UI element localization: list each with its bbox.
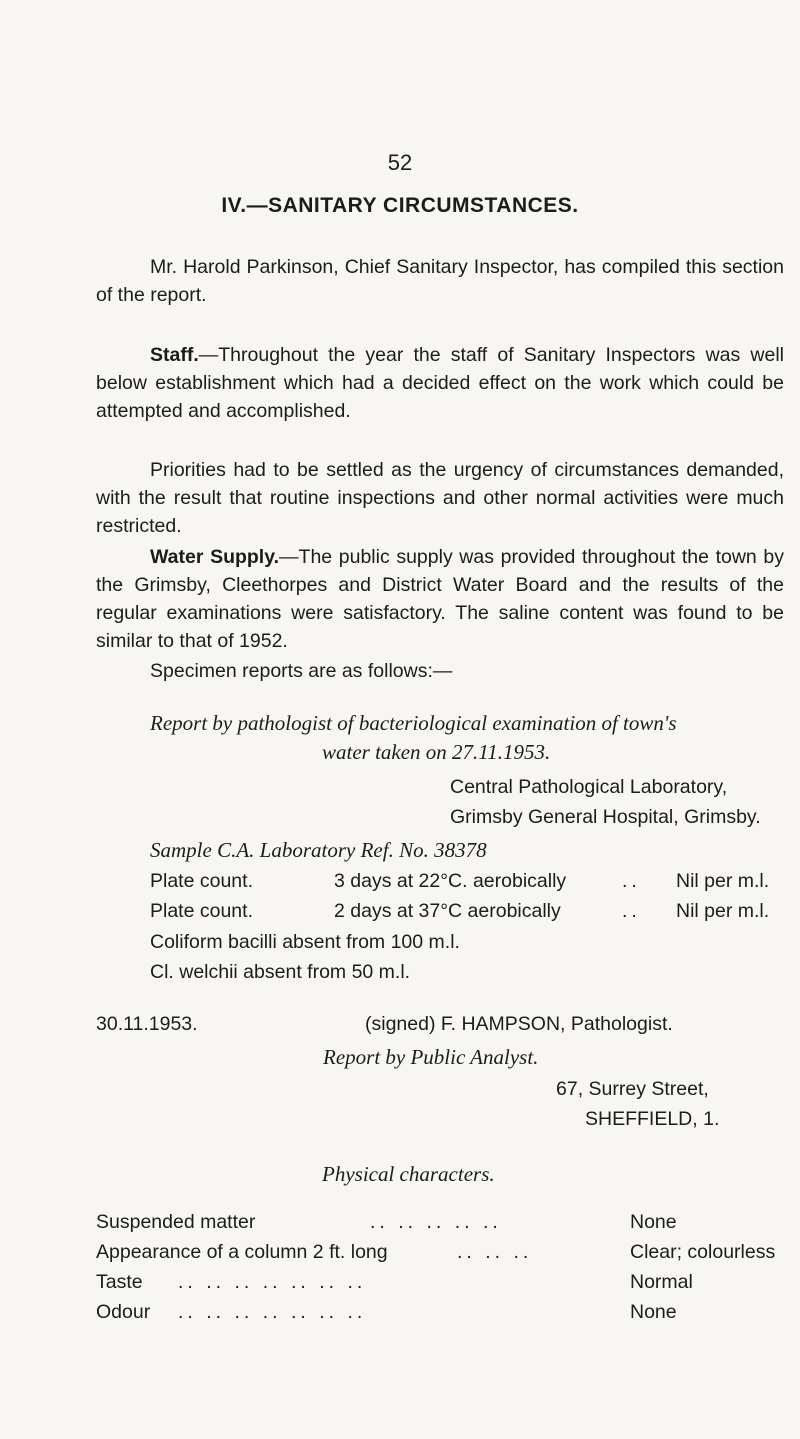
leader-dots: .. .. .. .. .. .. .. (178, 1271, 367, 1293)
lab-name: Central Pathological Laboratory, (450, 776, 728, 798)
leader-dots: .. .. .. .. .. (370, 1211, 502, 1233)
leader-dots: .. (622, 900, 641, 922)
specimen-intro: Specimen reports are as follows:— (150, 660, 453, 682)
bacteriological-report-title-line2: water taken on 27.11.1953. (322, 740, 551, 764)
leader-dots: .. (622, 870, 641, 892)
characteristic-value: None (630, 1301, 677, 1323)
result-row-value: Nil per m.l. (676, 900, 770, 922)
section-heading: IV.—SANITARY CIRCUMSTANCES. (221, 194, 579, 217)
water-supply-paragraph (96, 543, 784, 655)
characteristic-label: Appearance of a column 2 ft. long (96, 1241, 388, 1263)
result-row-detail: 3 days at 22°C. aerobically (334, 870, 567, 892)
analyst-address-line1: 67, Surrey Street, (556, 1078, 709, 1100)
physical-characters-title: Physical characters. (322, 1162, 495, 1186)
coliform-result: Coliform bacilli absent from 100 m.l. (150, 931, 460, 953)
page-number: 52 (387, 150, 413, 175)
characteristic-value: Normal (630, 1271, 693, 1293)
water-supply-label: Water Supply. (150, 546, 280, 568)
result-row-value: Nil per m.l. (676, 870, 770, 892)
characteristic-label: Taste (96, 1271, 143, 1293)
result-row-label: Plate count. (150, 870, 253, 892)
result-row-label: Plate count. (150, 900, 253, 922)
leader-dots: .. .. .. (457, 1241, 533, 1263)
analyst-report-title: Report by Public Analyst. (323, 1045, 539, 1069)
characteristic-label: Suspended matter (96, 1211, 256, 1233)
characteristic-value: Clear; colourless (630, 1241, 776, 1263)
lab-location: Grimsby General Hospital, Grimsby. (450, 806, 761, 828)
result-row-detail: 2 days at 37°C aerobically (334, 900, 561, 922)
characteristic-value: None (630, 1211, 677, 1233)
intro-paragraph: Mr. Harold Parkinson, Chief Sanitary Inspector, has compiled this section of the report. (96, 256, 784, 306)
sample-reference: Sample C.A. Laboratory Ref. No. 38378 (150, 838, 487, 862)
leader-dots: .. .. .. .. .. .. .. (178, 1301, 367, 1323)
signature-line: (signed) F. HAMPSON, Pathologist. (365, 1013, 673, 1035)
report-date: 30.11.1953. (96, 1013, 198, 1035)
welchii-result: Cl. welchii absent from 50 m.l. (150, 961, 411, 983)
staff-label: Staff. (150, 344, 199, 366)
characteristic-label: Odour (96, 1301, 151, 1323)
priorities-paragraph: Priorities had to be settled as the urgency of circumstances demanded, with the result that routine inspections and other normal activities were much restricted. (96, 459, 784, 537)
water-supply-text: —The public supply was provided throughout the town by the Grimsby, Cleethorpes and District Water Board and the results of the regular examinations were satisfactory. The saline content was found to be similar to that of 1952. (96, 546, 784, 652)
staff-text: —Throughout the year the staff of Sanitary Inspectors was well below establishment which had a decided effect on the work which could be attempted and accomplished. (96, 344, 784, 422)
analyst-address-line2: SHEFFIELD, 1. (585, 1108, 720, 1130)
bacteriological-report-title-line1: Report by pathologist of bacteriological examination of town's (150, 711, 677, 735)
staff-paragraph (96, 341, 784, 425)
